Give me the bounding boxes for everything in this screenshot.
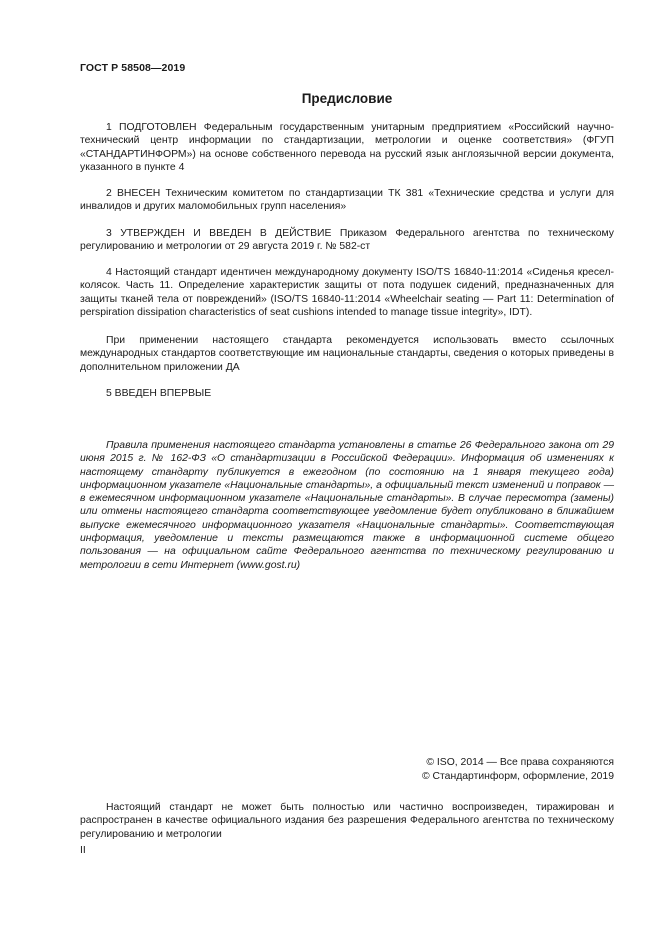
preface-item-1: 1 ПОДГОТОВЛЕН Федеральным государственным унитарным предприятием «Российский научно-технический центр информации по стандартизации, метрологии и оценке соответствия» (ФГУП «СТАНДАРТИНФОРМ») на основе собственного перевода на русский язык англоязычной версии документа, указанного в пункте 4 — [80, 122, 614, 173]
page-number: II — [80, 845, 86, 856]
standard-code-header: ГОСТ Р 58508—2019 — [80, 62, 186, 74]
preface-item-3: 3 УТВЕРЖДЕН И ВВЕДЕН В ДЕЙСТВИЕ Приказом Федерального агентства по техническому регулированию и метрологии от 29 августа 2019 г. № 582-ст — [80, 228, 614, 253]
preface-item-2: 2 ВНЕСЕН Техническим комитетом по стандартизации ТК 381 «Технические средства и услуги для инвалидов и других маломобильных групп населения» — [80, 188, 614, 213]
reproduction-notice: Настоящий стандарт не может быть полностью или частично воспроизведен, тиражирован и распространен в качестве официального издания без разрешения Федерального агентства по техническому регулированию и метрологии — [80, 802, 614, 840]
copyright-standartinform: © Стандартинформ, оформление, 2019 — [421, 770, 614, 782]
copyright-iso: © ISO, 2014 — Все права сохраняются — [426, 757, 614, 768]
page-title: Предисловие — [301, 91, 393, 106]
preface-item-5: 5 ВВЕДЕН ВПЕРВЫЕ — [106, 388, 212, 399]
rules-notice: Правила применения настоящего стандарта установлены в статье 26 Федерального закона от 29 июня 2015 г. № 162-ФЗ «О стандартизации в Российской Федерации». Информация об изменениях к настоящему стандарту публикуется в ежегодном (по состоянию на 1 января текущего года) информационном указателе «Национальные стандарты», а официальный текст изменений и поправок — в ежемесячном информационном указателе «Национальные стандарты». В случае пересмотра (замены) или отмены настоящего стандарта соответствующее уведомление будет опубликовано в ближайшем выпуске ежемесячного информационного указателя «Национальные стандарты». Соответствующая информация, уведомление и тексты размещаются также в информационной системе общего пользования — на официальном сайте Федерального агентства по техническому регулированию и метрологии в сети Интернет (www.gost.ru) — [80, 440, 614, 571]
preface-item-4: 4 Настоящий стандарт идентичен международному документу ISO/TS 16840-11:2014 «Сиденья кресел-колясок. Часть 11. Определение характеристик защиты от пота подушек сидений, предназначенных для защиты тканей тела от повреждений» (ISO/TS 16840-11:2014 «Wheelchair seating — Part 11: Determination of perspiration dissipation characteristics of seat cushions intended to manage tissue integrity», IDT). — [80, 267, 614, 318]
preface-item-4-note: При применении настоящего стандарта рекомендуется использовать вместо ссылочных международных стандартов соответствующие им национальные стандарты, сведения о которых приведены в дополнительном приложении ДА — [80, 335, 614, 373]
copyright-block — [314, 756, 614, 783]
